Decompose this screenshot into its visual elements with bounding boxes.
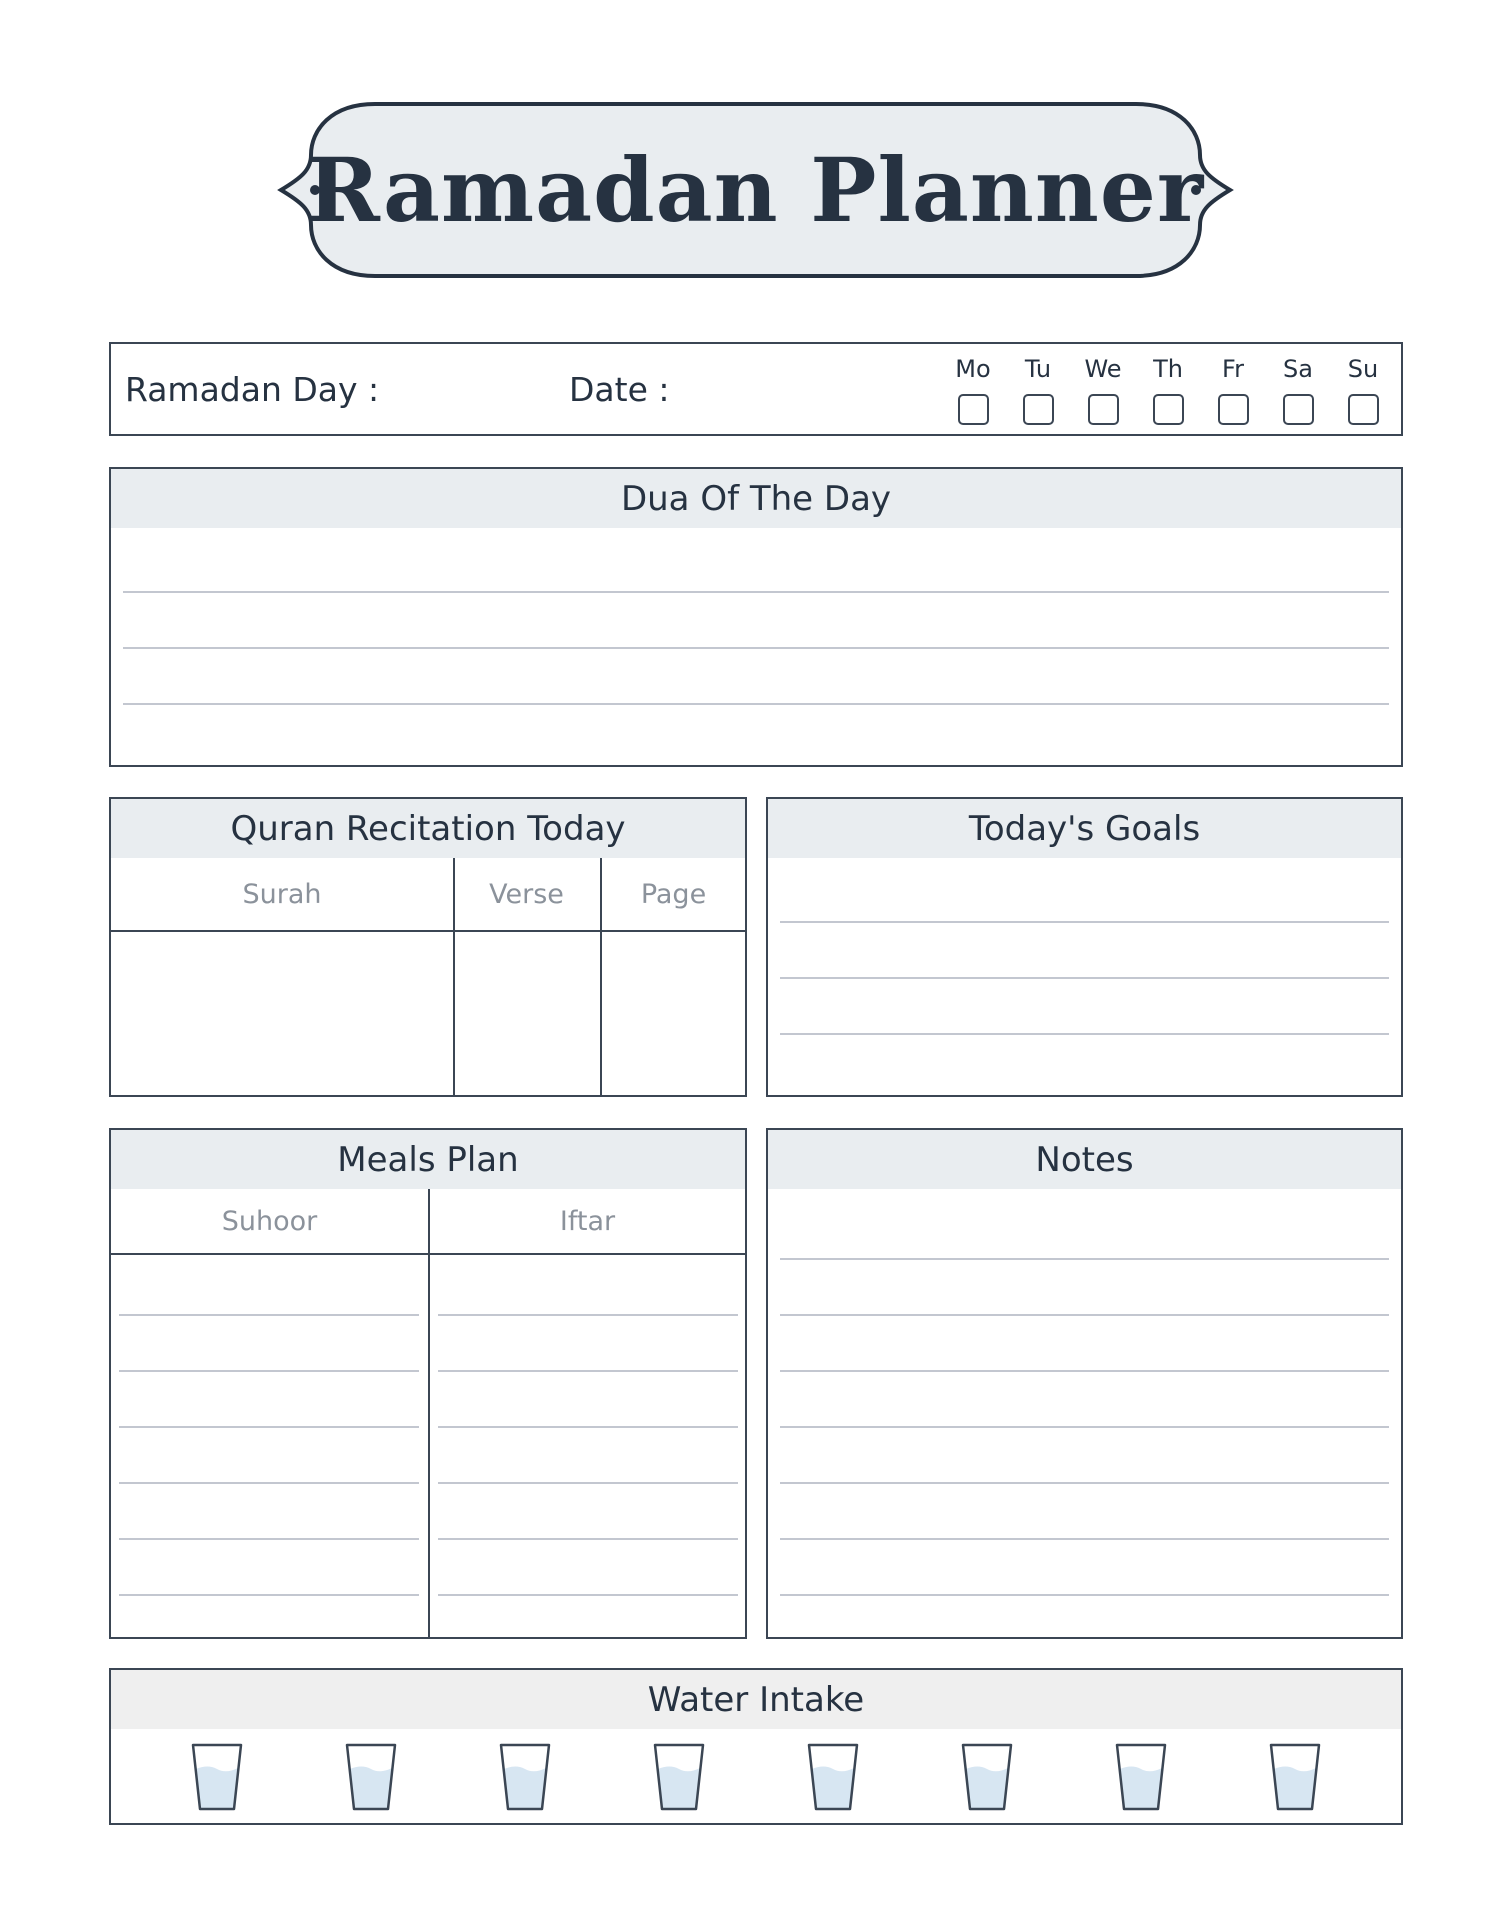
day-thursday: [1142, 354, 1194, 425]
iftar-line[interactable]: [438, 1426, 738, 1428]
surah-cell[interactable]: [111, 932, 453, 1095]
iftar-line[interactable]: [438, 1538, 738, 1540]
writing-line[interactable]: [780, 1482, 1389, 1484]
notes-section: [766, 1128, 1403, 1639]
water-glass-icon[interactable]: [344, 1742, 398, 1812]
writing-line[interactable]: [123, 703, 1389, 705]
day-label: Mo: [955, 355, 991, 383]
water-glass-icon[interactable]: [652, 1742, 706, 1812]
water-glass-icon[interactable]: [190, 1742, 244, 1812]
day-label: Tu: [1024, 355, 1052, 383]
day-label: Su: [1347, 355, 1379, 383]
water-glass-icon[interactable]: [1268, 1742, 1322, 1812]
goals-section: [766, 797, 1403, 1097]
page-title: Ramadan Planner: [306, 138, 1205, 242]
section-header: Meals Plan: [111, 1130, 745, 1189]
verse-cell[interactable]: [455, 932, 600, 1095]
writing-line[interactable]: [780, 1538, 1389, 1540]
section-header: Dua Of The Day: [111, 469, 1401, 528]
water-glass-icon[interactable]: [1114, 1742, 1168, 1812]
writing-line[interactable]: [780, 921, 1389, 923]
writing-line[interactable]: [780, 1258, 1389, 1260]
day-checkbox[interactable]: [1088, 394, 1119, 425]
day-label: Th: [1153, 355, 1183, 383]
day-label: Fr: [1222, 355, 1244, 383]
day-checkbox[interactable]: [1153, 394, 1184, 425]
iftar-line[interactable]: [438, 1594, 738, 1596]
day-label: We: [1084, 355, 1122, 383]
day-checkbox[interactable]: [1023, 394, 1054, 425]
water-glass-icon[interactable]: [498, 1742, 552, 1812]
writing-line[interactable]: [123, 647, 1389, 649]
day-sunday: [1337, 354, 1389, 425]
section-header: Quran Recitation Today: [111, 799, 745, 858]
title-banner: [275, 100, 1236, 280]
section-header: Notes: [768, 1130, 1401, 1189]
writing-line[interactable]: [780, 1314, 1389, 1316]
suhoor-line[interactable]: [119, 1482, 419, 1484]
column-header-surah: Surah: [242, 878, 322, 910]
column-header-suhoor: Suhoor: [221, 1205, 318, 1237]
iftar-line[interactable]: [438, 1482, 738, 1484]
day-monday: [947, 354, 999, 425]
writing-line[interactable]: [780, 1426, 1389, 1428]
day-checkbox[interactable]: [1283, 394, 1314, 425]
writing-line[interactable]: [780, 1033, 1389, 1035]
date-label: Date :: [569, 369, 670, 409]
page-cell[interactable]: [602, 932, 745, 1095]
ramadan-day-label: Ramadan Day :: [125, 369, 380, 409]
day-saturday: [1272, 354, 1324, 425]
writing-line[interactable]: [780, 1594, 1389, 1596]
day-wednesday: [1077, 354, 1129, 425]
quran-section: [109, 797, 747, 1097]
water-glass-icon[interactable]: [806, 1742, 860, 1812]
day-tuesday: [1012, 354, 1064, 425]
iftar-line[interactable]: [438, 1314, 738, 1316]
day-checkbox[interactable]: [958, 394, 989, 425]
day-checkbox[interactable]: [1348, 394, 1379, 425]
dua-section: [109, 467, 1403, 767]
suhoor-line[interactable]: [119, 1594, 419, 1596]
iftar-line[interactable]: [438, 1370, 738, 1372]
writing-line[interactable]: [780, 977, 1389, 979]
suhoor-line[interactable]: [119, 1314, 419, 1316]
section-header: Today's Goals: [768, 799, 1401, 858]
water-glass-icon[interactable]: [960, 1742, 1014, 1812]
meals-section: [109, 1128, 747, 1639]
day-checkbox[interactable]: [1218, 394, 1249, 425]
column-header-iftar: Iftar: [559, 1205, 616, 1237]
suhoor-line[interactable]: [119, 1370, 419, 1372]
water-section: [109, 1668, 1403, 1825]
column-header-page: Page: [640, 878, 707, 910]
info-row: [109, 342, 1403, 436]
suhoor-line[interactable]: [119, 1426, 419, 1428]
suhoor-line[interactable]: [119, 1538, 419, 1540]
writing-line[interactable]: [123, 591, 1389, 593]
day-friday: [1207, 354, 1259, 425]
section-header: Water Intake: [111, 1670, 1401, 1729]
day-label: Sa: [1283, 355, 1313, 383]
column-header-verse: Verse: [489, 878, 564, 910]
writing-line[interactable]: [780, 1370, 1389, 1372]
column-divider: [428, 1189, 430, 1637]
